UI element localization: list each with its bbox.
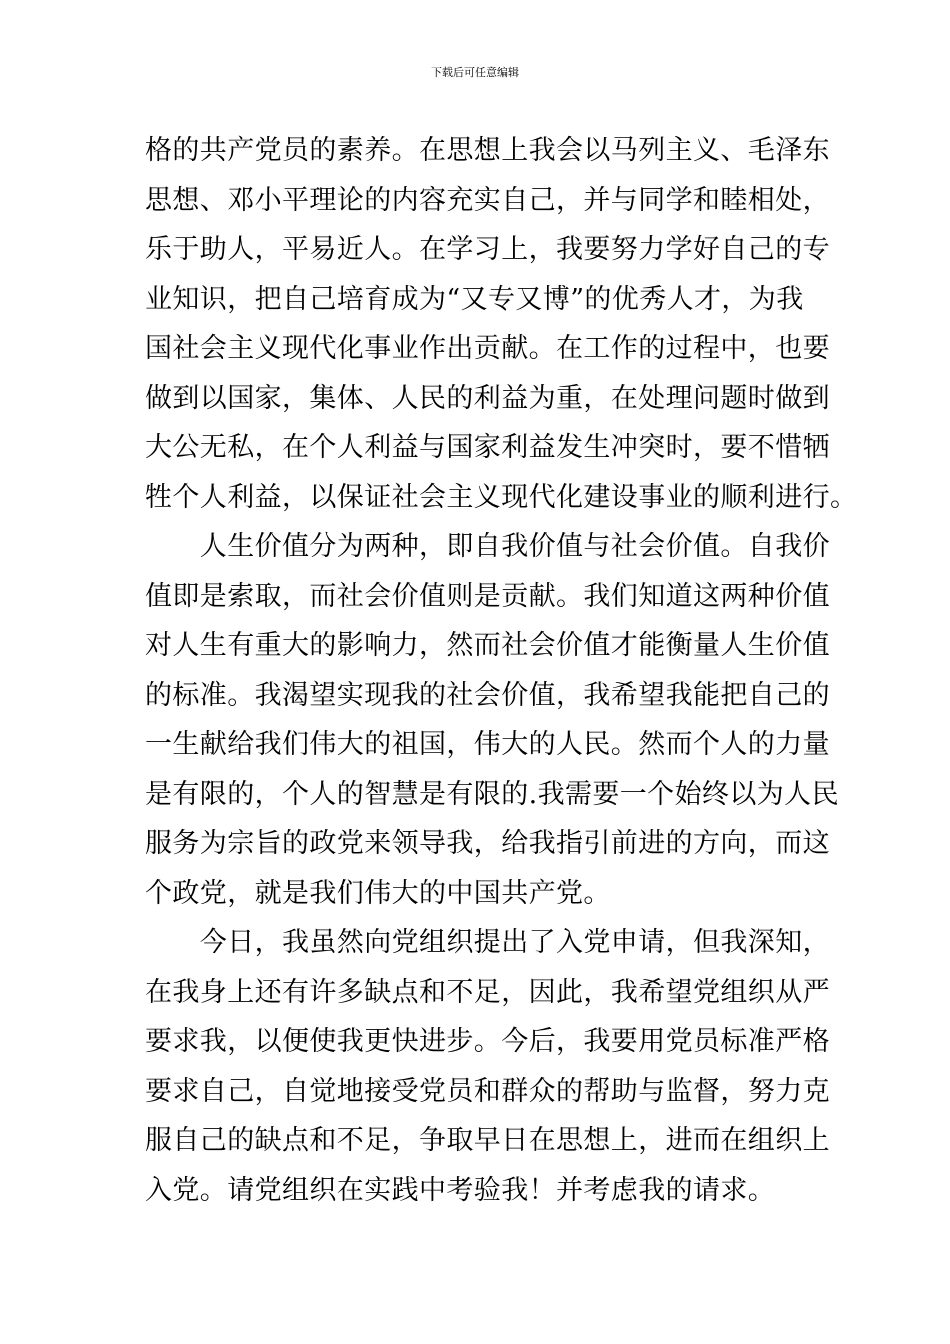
text-line: 服务为宗旨的政党来领导我，给我指引前进的方向，而这 — [145, 828, 830, 859]
text-line: 的标准。我渴望实现我的社会价值，我希望我能把自己的 — [145, 679, 830, 711]
text-line: 要求我，以便使我更快进步。今后，我要用党员标准严格 — [145, 1026, 830, 1057]
text-line: 值即是索取，而社会价值则是贡献。我们知道这两种价值 — [145, 580, 830, 612]
text-line: 做到以国家，集体、人民的利益为重，在处理问题时做到 — [145, 382, 830, 414]
paragraph-3 — [145, 918, 830, 1215]
text-line: 人生价值分为两种，即自我价值与社会价值。自我价 — [145, 531, 830, 562]
text-line: 国社会主义现代化事业作出贡献。在工作的过程中，也要 — [145, 333, 830, 364]
text-line: 在我身上还有许多缺点和不足，因此，我希望党组织从严 — [145, 976, 830, 1008]
text-line: 今日，我虽然向党组织提出了入党申请，但我深知， — [145, 927, 830, 958]
text-line: 思想、邓小平理论的内容充实自己，并与同学和睦相处， — [145, 184, 830, 216]
text-line: 入党。请党组织在实践中考验我！并考虑我的请求。 — [145, 1174, 776, 1206]
paragraph-1 — [145, 126, 858, 522]
text-line: 业知识，把自己培育成为“又专又博”的优秀人才，为我 — [145, 283, 804, 315]
page-header: 下载后可任意编辑 — [431, 66, 519, 79]
text-line: 格的共产党员的素养。在思想上我会以马列主义、毛泽东 — [145, 135, 830, 166]
text-line: 是有限的，个人的智慧是有限的.我需要一个始终以为人民 — [145, 778, 839, 810]
text-line: 服自己的缺点和不足，争取早日在思想上，进而在组织上 — [145, 1125, 830, 1156]
paragraph-2 — [145, 522, 839, 918]
document-body — [145, 126, 858, 1215]
text-line: 要求自己，自觉地接受党员和群众的帮助与监督，努力克 — [145, 1075, 830, 1107]
text-line: 乐于助人，平易近人。在学习上，我要努力学好自己的专 — [145, 234, 830, 265]
text-line: 牲个人利益，以保证社会主义现代化建设事业的顺利进行。 — [145, 481, 858, 513]
text-line: 一生献给我们伟大的祖国，伟大的人民。然而个人的力量 — [145, 729, 830, 760]
text-line: 个政党，就是我们伟大的中国共产党。 — [145, 877, 611, 909]
text-line: 大公无私，在个人利益与国家利益发生冲突时，要不惜牺 — [145, 432, 830, 463]
text-line: 对人生有重大的影响力，然而社会价值才能衡量人生价值 — [145, 630, 830, 661]
